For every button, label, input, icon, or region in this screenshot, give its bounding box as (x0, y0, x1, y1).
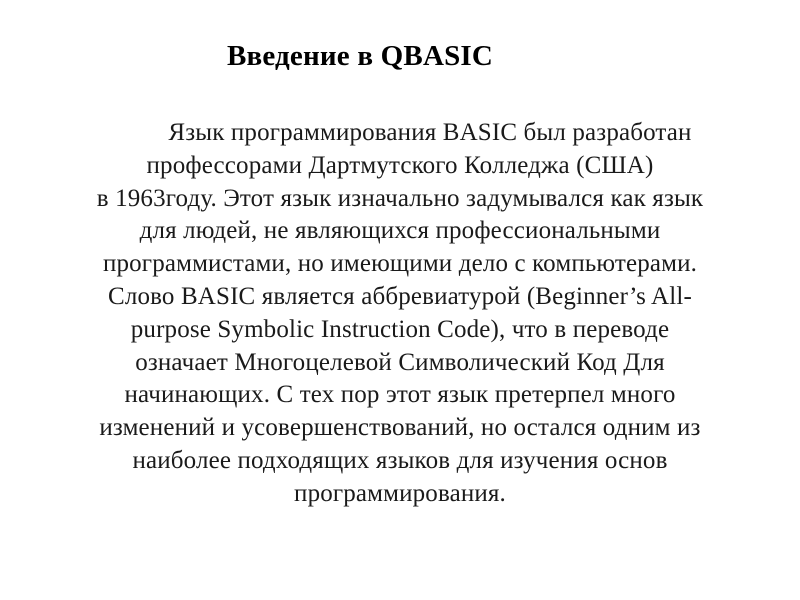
body-line: Слово BASIC является аббревиатурой (Beginner’s All- (108, 282, 692, 310)
body-line: наиболее подходящих языков для изучения основ (132, 446, 668, 474)
body-line: Язык программирования BASIC был разработан (168, 119, 692, 146)
body-line: для людей, не являющихся профессиональными (139, 217, 661, 245)
slide-body-text (20, 117, 780, 511)
body-line: изменений и усовершенствований, но остался одним из (99, 414, 701, 442)
body-line: в 1963году. Этот язык изначально задумывался как язык (96, 184, 704, 212)
slide-title: Введение в QBASIC (226, 40, 494, 72)
body-line: программистами, но имеющими дело с компьютерами. (102, 250, 698, 278)
body-line: профессорами Дартмутского Колледжа (США) (146, 151, 654, 179)
body-line: начинающих. С тех пор этот язык претерпел много (124, 381, 676, 409)
body-line: программирования. (294, 479, 506, 507)
body-line: purpose Symbolic Instruction Code), что в переводе (130, 315, 670, 343)
body-line: означает Многоцелевой Символический Код Для (135, 348, 665, 376)
